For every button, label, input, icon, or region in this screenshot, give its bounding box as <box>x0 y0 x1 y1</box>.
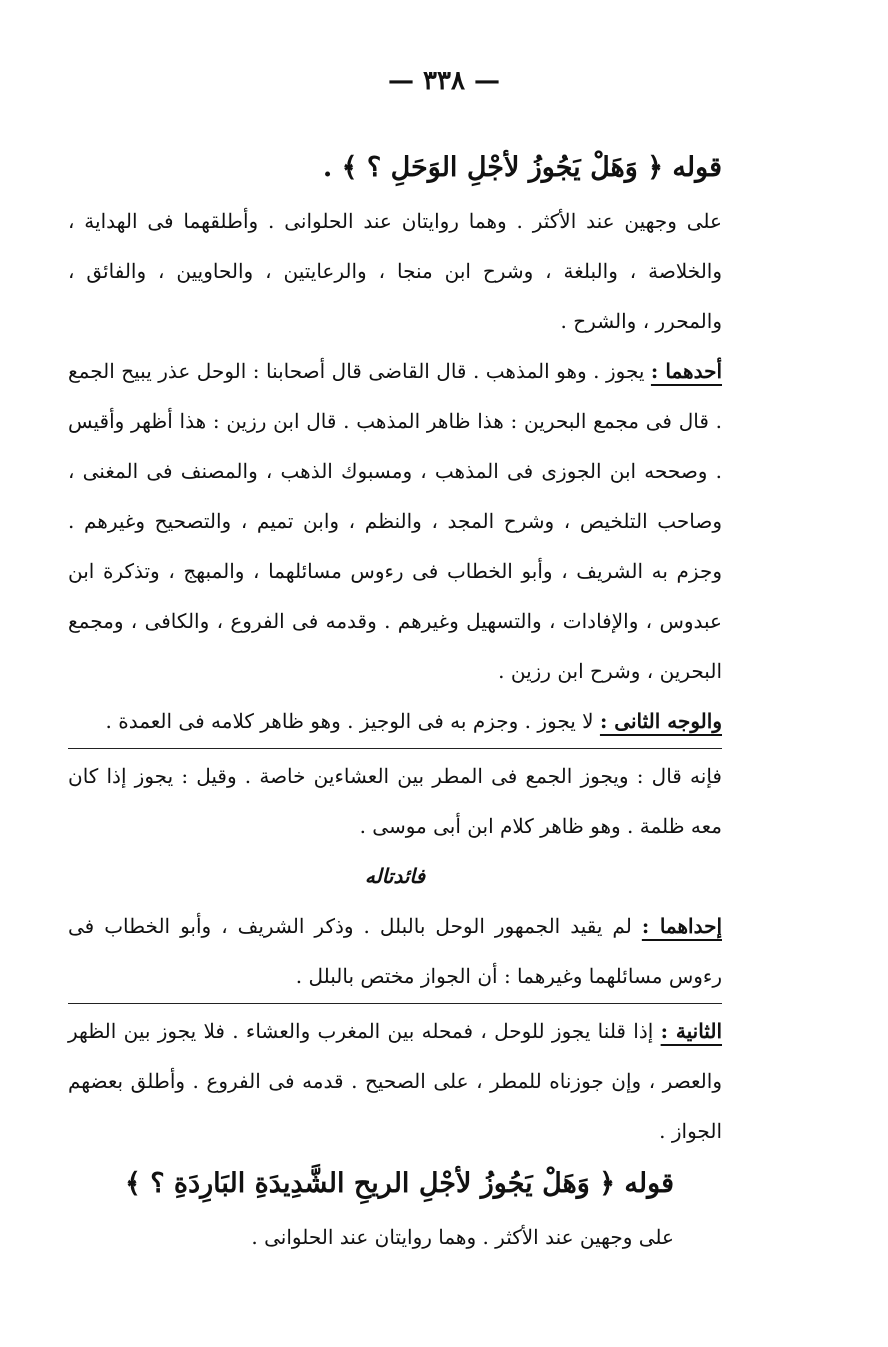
second-opinion-note: فإنه قال : ويجوز الجمع فى المطر بين العشاءين خاصة . وقيل : يجوز إذا كان معه ظلمة . وهو ظاهر كلام ابن أبى موسى . <box>68 764 722 838</box>
section-divider-2 <box>68 1003 722 1004</box>
faida-two-label: الثانية : <box>660 1019 722 1043</box>
second-opinion-text: لا يجوز . وجزم به فى الوجيز . وهو ظاهر كلامه فى العمدة . <box>105 709 594 733</box>
faida-one-text: لم يقيد الجمهور الوحل بالبلل . وذكر الشريف ، وأبو الخطاب فى رءوس مسائلهما وغيرهما : أن الجواز مختص بالبلل . <box>68 914 722 988</box>
faida-one-label: إحداهما : <box>641 914 722 938</box>
first-opinion-paragraph <box>68 346 722 696</box>
first-opinion-text: يجوز . وهو المذهب . قال القاضى قال أصحابنا : الوحل عذر يبيح الجمع . قال فى مجمع البحرين : هذا ظاهر المذهب . قال ابن رزين : هذا أظهر وأقيس . وصححه ابن الجوزى فى المذهب ، ومسبوك الذهب ، والمصنف فى المغنى ، وصاحب التلخيص ، وشرح المجد ، والنظم ، وابن تميم ، والتصحيح وغيرهم . وجزم به الشريف ، وأبو الخطاب فى رءوس مسائلهما ، والمبهج ، وتذكرة ابن عبدوس ، والإفادات ، والتسهيل وغيرهم . وقدمه فى الفروع ، والكافى ، ومجمع البحرين ، وشرح ابن رزين . <box>68 359 722 683</box>
second-opinion-paragraph <box>68 696 722 746</box>
question-wind-intro: على وجهين عند الأكثر . وهما روايتان عند الحلوانى . <box>251 1225 674 1249</box>
second-opinion-label: والوجه الثانى : <box>599 709 722 733</box>
question-mud-intro: على وجهين عند الأكثر . وهما روايتان عند الحلوانى . وأطلقهما فى الهداية ، والخلاصة ، والبلغة ، وشرح ابن منجا ، والرعايتين ، والحاويين ، والفائق ، والمحرر ، والشرح . <box>68 209 722 333</box>
section-divider <box>68 748 722 749</box>
faida-two-paragraph <box>68 1006 722 1156</box>
page-body <box>68 140 722 1262</box>
first-opinion-label: أحدهما : <box>650 359 722 383</box>
faidatan-title: فائدتاله <box>364 864 426 888</box>
question-heading-wind: قوله ﴿ وَهَلْ يَجُوزُ لأجْلِ الريحِ الشَّدِيدَةِ البَارِدَةِ ؟ ﴾ <box>124 1168 674 1199</box>
faida-one-paragraph <box>68 901 722 1001</box>
page-number: — ٣٣٨ — <box>387 66 501 96</box>
faida-two-text: إذا قلنا يجوز للوحل ، فمحله بين المغرب والعشاء . فلا يجوز بين الظهر والعصر ، وإن جوزناه للمطر ، على الصحيح . قدمه فى الفروع . وأطلق بعضهم الجواز . <box>68 1019 722 1143</box>
question-heading-mud: قوله ﴿ وَهَلْ يَجُوزُ لأجْلِ الوَحَلِ ؟ ﴾ . <box>322 152 722 183</box>
